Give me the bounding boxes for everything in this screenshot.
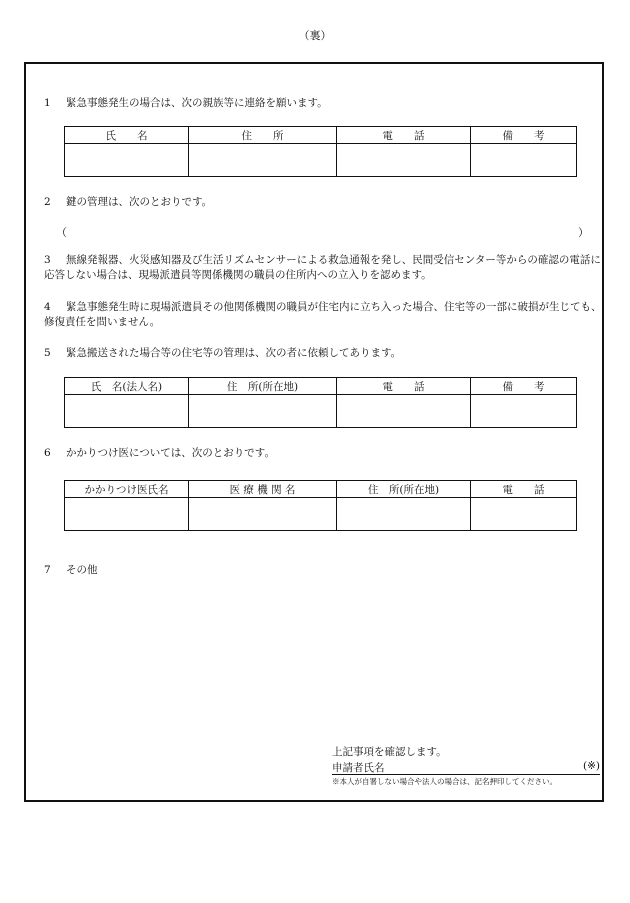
section-4-text: 緊急事態発生時に現場派遣員その他関係機関の職員が住宅内に立ち入った場合、住宅等の一部に破損が生じても、修復責任を問いません。 [44, 301, 602, 328]
confirm-statement: 上記事項を確認します。 [332, 746, 447, 758]
section-1 [44, 96, 328, 111]
family-doctor-table [64, 480, 577, 531]
header-phone: 電 話 [337, 127, 471, 144]
header-address-location: 住 所(所在地) [189, 378, 337, 395]
header-address: 住 所 [189, 127, 337, 144]
header-address-location: 住 所(所在地) [337, 481, 471, 498]
section-5 [44, 346, 401, 361]
form-frame [24, 62, 604, 802]
applicant-name-label: 申請者氏名 [332, 762, 385, 774]
header-phone: 電 話 [471, 481, 577, 498]
header-remarks: 備 考 [471, 127, 577, 144]
section-6-text: かかりつけ医については、次のとおりです。 [66, 447, 275, 459]
cell-remarks[interactable] [471, 395, 577, 428]
cell-remarks[interactable] [471, 144, 577, 177]
cell-name[interactable] [65, 395, 189, 428]
header-name-corp: 氏 名(法人名) [65, 378, 189, 395]
section-1-number: 1 [44, 97, 51, 109]
section-6-number: 6 [44, 447, 51, 459]
section-7-text: その他 [66, 564, 98, 576]
property-manager-table [64, 377, 577, 428]
section-2-number: 2 [44, 196, 51, 208]
signature-note: ※本人が自署しない場合や法人の場合は、記名押印してください。 [332, 777, 557, 786]
page-label: （裏） [298, 29, 332, 42]
cell-phone[interactable] [337, 144, 471, 177]
section-7-number: 7 [44, 564, 51, 576]
cell-phone[interactable] [337, 395, 471, 428]
cell-phone[interactable] [471, 498, 577, 531]
cell-name[interactable] [65, 144, 189, 177]
cell-address[interactable] [189, 395, 337, 428]
section-4 [44, 300, 604, 330]
cell-doctor-name[interactable] [65, 498, 189, 531]
section-7 [44, 563, 98, 578]
key-paren-open: （ [56, 226, 67, 239]
section-2 [44, 195, 212, 210]
header-clinic-name: 医 療 機 関 名 [189, 481, 337, 498]
relatives-table [64, 126, 577, 177]
section-6 [44, 446, 275, 461]
header-name: 氏 名 [65, 127, 189, 144]
section-3-text: 無線発報器、火災感知器及び生活リズムセンサーによる救急通報を発し、民間受信センター等からの確認の電話に応答しない場合は、現場派遣員等関係機関の職員の住所内への立入りを認めます。 [44, 254, 601, 281]
section-1-text: 緊急事態発生の場合は、次の親族等に連絡を願います。 [66, 97, 328, 109]
cell-address[interactable] [189, 144, 337, 177]
section-5-number: 5 [44, 347, 51, 359]
seal-mark: (※) [583, 760, 600, 772]
section-5-text: 緊急搬送された場合等の住宅等の管理は、次の者に依頼してあります。 [66, 347, 402, 359]
applicant-signature-field[interactable] [332, 760, 600, 775]
cell-address[interactable] [337, 498, 471, 531]
cell-clinic-name[interactable] [189, 498, 337, 531]
key-paren-close: ） [578, 226, 589, 239]
header-doctor-name: かかりつけ医氏名 [65, 481, 189, 498]
section-3 [44, 253, 604, 283]
header-remarks: 備 考 [471, 378, 577, 395]
section-2-text: 鍵の管理は、次のとおりです。 [66, 196, 213, 208]
header-phone: 電 話 [337, 378, 471, 395]
section-3-number: 3 [44, 254, 51, 266]
section-4-number: 4 [44, 301, 51, 313]
